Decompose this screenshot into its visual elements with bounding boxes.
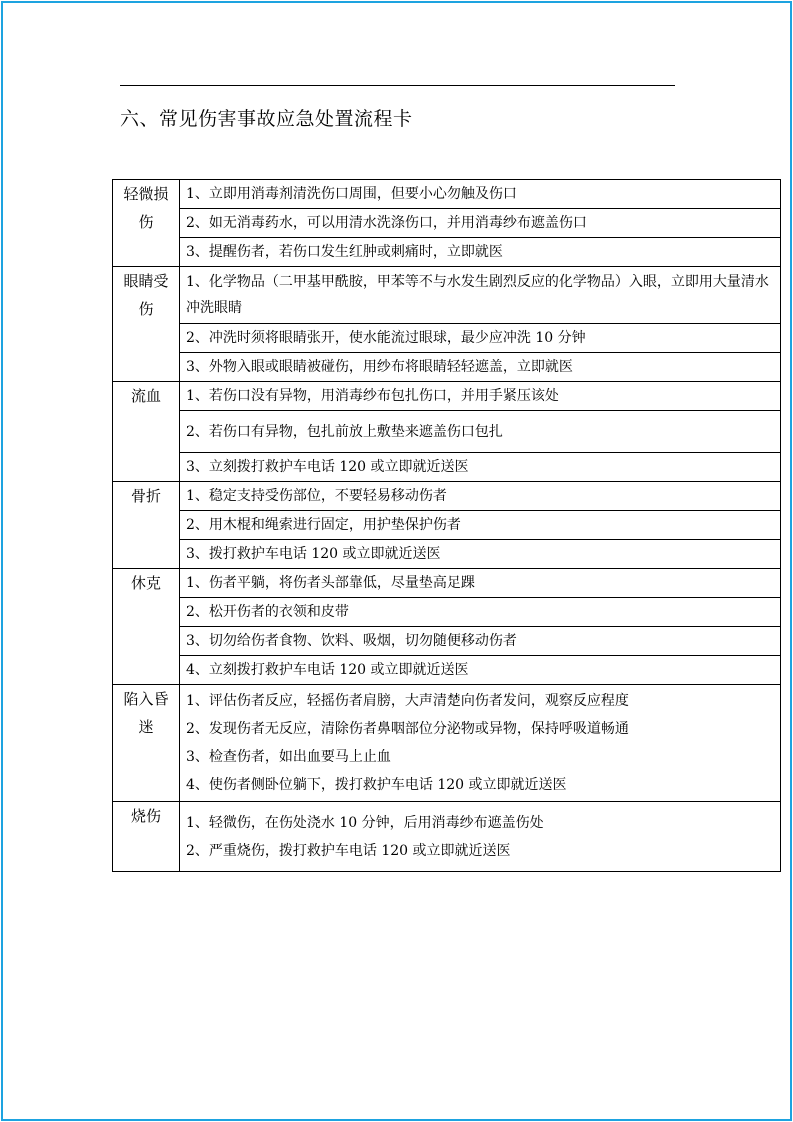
- table-row: [113, 382, 781, 411]
- table-row: [113, 353, 781, 382]
- table-row: [113, 411, 781, 453]
- step-cell: 1、若伤口没有异物，用消毒纱布包扎伤口，并用手紧压该处: [180, 382, 781, 411]
- table-row: [113, 569, 781, 598]
- step-cell: 4、立刻拨打救护车电话 120 或立即就近送医: [180, 656, 781, 685]
- step-cell: 1、立即用消毒剂清洗伤口周围，但要小心勿触及伤口: [180, 180, 781, 209]
- table-row: [113, 656, 781, 685]
- header-rule: [120, 85, 675, 86]
- category-fracture: 骨折: [113, 482, 180, 569]
- table-row: [113, 238, 781, 267]
- step-cell: 1、伤者平躺，将伤者头部靠低，尽量垫高足踝: [180, 569, 781, 598]
- step-line: 2、严重烧伤，拨打救护车电话 120 或立即就近送医: [186, 842, 511, 859]
- category-eye-injury: 眼睛受伤: [113, 267, 180, 382]
- step-cell: 2、用木棍和绳索进行固定，用护垫保护伤者: [180, 511, 781, 540]
- step-line: 2、发现伤者无反应，清除伤者鼻咽部位分泌物或异物，保持呼吸道畅通: [186, 721, 629, 737]
- step-cell: 2、冲洗时须将眼睛张开，使水能流过眼球，最少应冲洗 10 分钟: [180, 324, 781, 353]
- step-cell: 2、如无消毒药水，可以用清水洗涤伤口，并用消毒纱布遮盖伤口: [180, 209, 781, 238]
- table-row: [113, 685, 781, 802]
- table-row: [113, 511, 781, 540]
- category-shock: 休克: [113, 569, 180, 685]
- category-minor-injury: 轻微损伤: [113, 180, 180, 267]
- step-cell: 2、松开伤者的衣领和皮带: [180, 598, 781, 627]
- table-row: [113, 267, 781, 324]
- step-line: 4、使伤者侧卧位躺下，拨打救护车电话 120 或立即就近送医: [186, 777, 567, 793]
- table-row: [113, 802, 781, 872]
- table-row: [113, 209, 781, 238]
- step-cell: 3、提醒伤者，若伤口发生红肿或刺痛时，立即就医: [180, 238, 781, 267]
- table-row: [113, 598, 781, 627]
- step-cell: 1、稳定支持受伤部位，不要轻易移动伤者: [180, 482, 781, 511]
- table-row: [113, 180, 781, 209]
- step-line: 1、评估伤者反应，轻摇伤者肩膀，大声清楚向伤者发问，观察反应程度: [186, 693, 629, 709]
- category-bleeding: 流血: [113, 382, 180, 482]
- step-cell-group: [180, 802, 781, 872]
- table-row: [113, 324, 781, 353]
- table-row: [113, 627, 781, 656]
- step-line: 3、检查伤者，如出血要马上止血: [186, 749, 391, 765]
- page-title: 六、常见伤害事故应急处置流程卡: [120, 108, 413, 130]
- category-coma: 陷入昏迷: [113, 685, 180, 802]
- table-row: [113, 453, 781, 482]
- step-cell: 3、拨打救护车电话 120 或立即就近送医: [180, 540, 781, 569]
- emergency-procedure-table: [112, 179, 781, 872]
- step-cell: 3、立刻拨打救护车电话 120 或立即就近送医: [180, 453, 781, 482]
- category-burn: 烧伤: [113, 802, 180, 872]
- table-row: [113, 482, 781, 511]
- step-cell: 3、外物入眼或眼睛被碰伤，用纱布将眼睛轻轻遮盖，立即就医: [180, 353, 781, 382]
- table-row: [113, 540, 781, 569]
- step-cell: 1、化学物品（二甲基甲酰胺，甲苯等不与水发生剧烈反应的化学物品）入眼，立即用大量清水冲洗眼睛: [180, 267, 781, 324]
- step-line: 1、轻微伤，在伤处浇水 10 分钟，后用消毒纱布遮盖伤处: [186, 814, 544, 831]
- step-cell-group: [180, 685, 781, 802]
- step-cell: 3、切勿给伤者食物、饮料、吸烟，切勿随便移动伤者: [180, 627, 781, 656]
- step-cell: 2、若伤口有异物，包扎前放上敷垫来遮盖伤口包扎: [180, 411, 781, 453]
